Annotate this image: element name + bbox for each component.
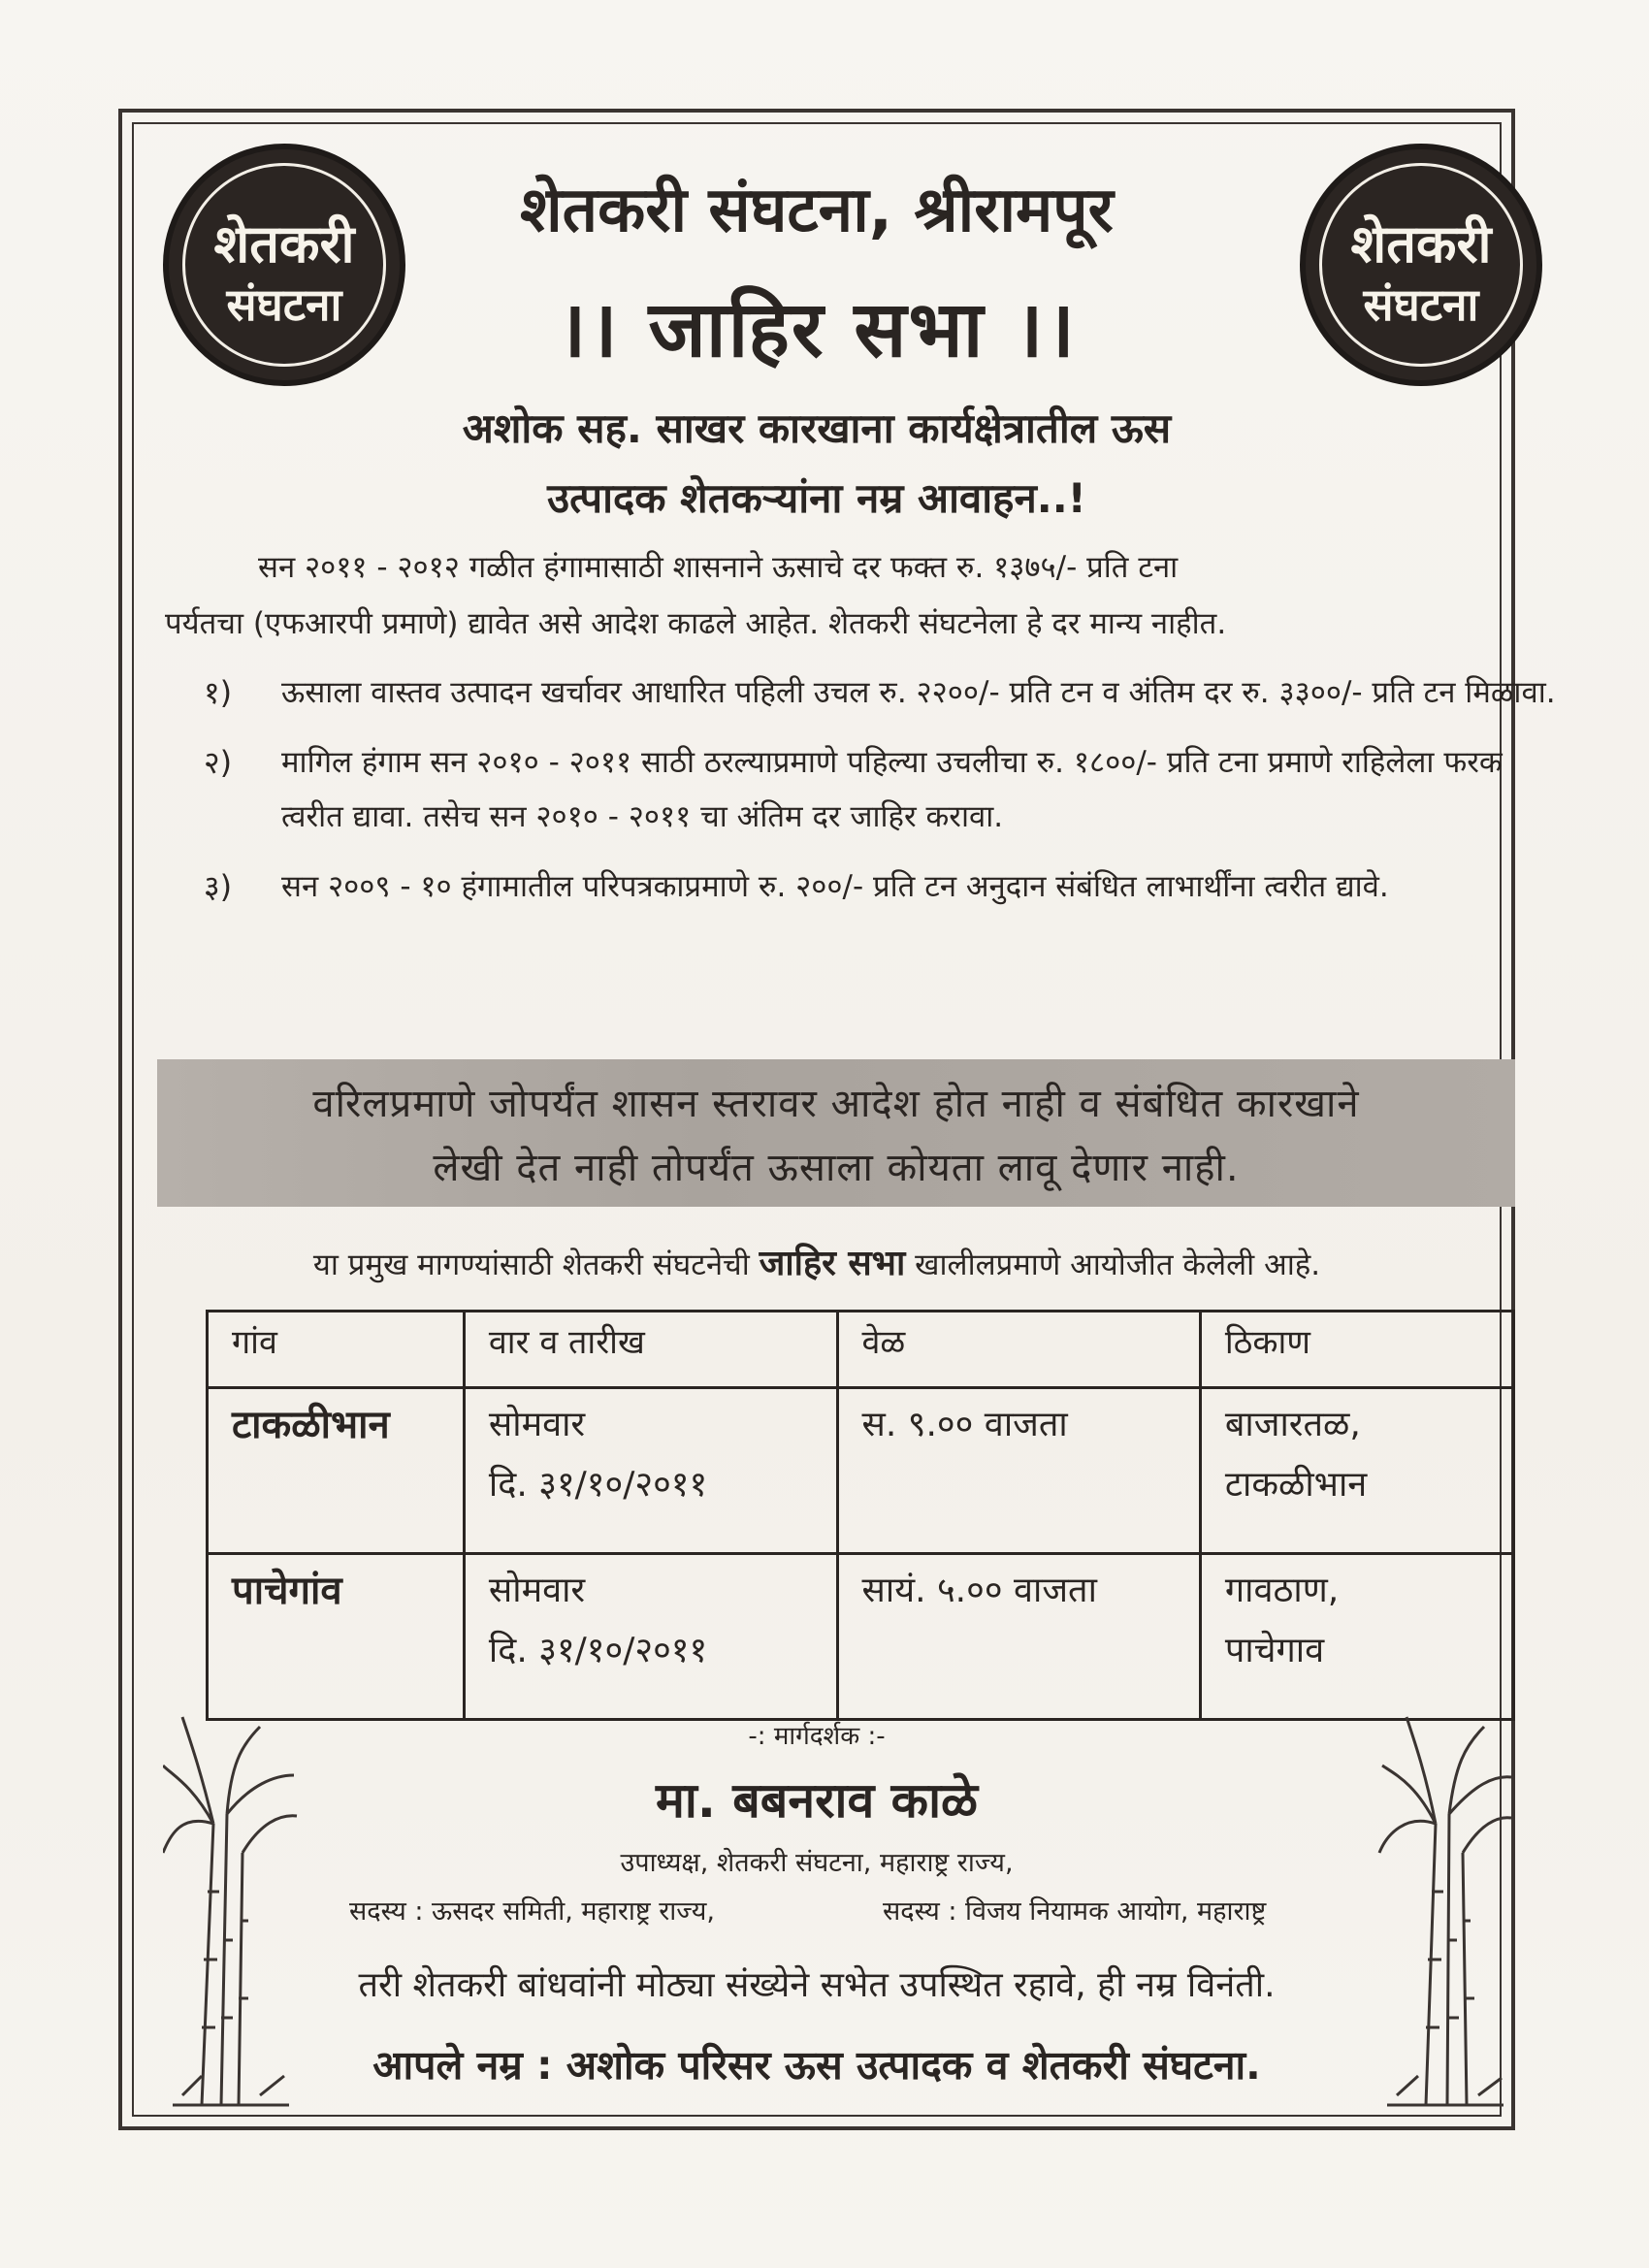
meeting-heading: ।। जाहिर सभा ।। xyxy=(557,284,1077,374)
guide-membership-2: सदस्य : विजय नियामक आयोग, महाराष्ट्र xyxy=(883,1896,1267,1927)
cell-place xyxy=(1200,1554,1513,1720)
banner-line-2: लेखी देत नाही तोपर्यंत ऊसाला कोयता लावू देणार नाही. xyxy=(433,1146,1240,1190)
demands-list xyxy=(194,665,1562,929)
seal-top-text: शेतकरी xyxy=(1350,213,1492,275)
cell-time: स. ९.०० वाजता xyxy=(837,1388,1200,1554)
guide-label: -: मार्गदर्शक :- xyxy=(748,1722,886,1751)
cell-day-date xyxy=(464,1554,837,1720)
appeal-line-2: उत्पादक शेतकऱ्यांना नम्र आवाहन..! xyxy=(547,474,1086,522)
guide-name: मा. बबनराव काळे xyxy=(655,1772,979,1829)
header-time: वेळ xyxy=(837,1312,1200,1388)
cell-village: टाकळीभान xyxy=(208,1388,465,1554)
cell-date: दि. ३१/१०/२०११ xyxy=(488,1465,708,1505)
schedule-table xyxy=(206,1310,1515,1721)
appeal-line-1: अशोक सह. साखर कारखाना कार्यक्षेत्रातील ऊस xyxy=(462,405,1172,452)
header-village: गांव xyxy=(208,1312,465,1388)
intro-line-1: सन २०११ - २०१२ गळीत हंगामासाठी शासनाने ऊसाचे दर फक्त रु. १३७५/- प्रति टना xyxy=(258,550,1179,585)
demand-item xyxy=(194,859,1562,914)
cell-place-line-1: गावठाण, xyxy=(1224,1571,1340,1610)
meeting-announcement xyxy=(132,1238,1502,1285)
guide-membership-1: सदस्य : ऊसदर समिती, महाराष्ट्र राज्य, xyxy=(349,1896,715,1927)
intro-line-2: पर्यतचा (एफआरपी प्रमाणे) द्यावेत असे आदेश काढले आहेत. शेतकरी संघटनेला हे दर मान्य नाहीत. xyxy=(165,606,1227,641)
header-day-date: वार व तारीख xyxy=(464,1312,837,1388)
meeting-pre-text: या प्रमुख मागण्यांसाठी शेतकरी संघटनेची xyxy=(312,1247,760,1282)
cell-date: दि. ३१/१०/२०११ xyxy=(488,1631,708,1670)
meeting-post-text: खालीलप्रमाणे आयोजीत केलेली आहे. xyxy=(905,1247,1321,1282)
meeting-highlight: जाहिर सभा xyxy=(759,1244,906,1283)
cell-day: सोमवार xyxy=(488,1571,586,1610)
seal-bottom-text: संघटना xyxy=(226,278,342,331)
table-header-row xyxy=(208,1312,1514,1388)
signature-line: आपले नम्र : अशोक परिसर ऊस उत्पादक व शेतकरी संघटना. xyxy=(372,2042,1261,2089)
cell-place-line-1: बाजारतळ, xyxy=(1224,1405,1361,1444)
seal-bottom-text: संघटना xyxy=(1363,278,1479,331)
cell-time: सायं. ५.०० वाजता xyxy=(837,1554,1200,1720)
organization-title: शेतकरी संघटना, श्रीरामपूर xyxy=(520,175,1114,246)
cell-place-line-2: पाचेगाव xyxy=(1224,1631,1325,1670)
banner-line-1: वरिलप्रमाणे जोपर्यंत शासन स्तरावर आदेश होत नाही व संबंधित कारखाने xyxy=(312,1082,1360,1126)
demand-number: ३) xyxy=(204,868,233,905)
demand-text: सन २००९ - १० हंगामातील परिपत्रकाप्रमाणे रु. २००/- प्रति टन अनुदान संबंधित लाभार्थींना त्वरीत द्यावे. xyxy=(281,869,1389,904)
demand-number: २) xyxy=(204,744,233,781)
intro-paragraph xyxy=(165,539,1562,652)
table-row xyxy=(208,1388,1514,1554)
cell-place-line-2: टाकळीभान xyxy=(1224,1465,1368,1505)
table-row xyxy=(208,1554,1514,1720)
seal-top-text: शेतकरी xyxy=(213,213,355,275)
demand-item xyxy=(194,735,1562,844)
warning-banner xyxy=(157,1059,1515,1207)
demand-item xyxy=(194,665,1562,720)
header-place: ठिकाण xyxy=(1200,1312,1513,1388)
attendance-request: तरी शेतकरी बांधवांनी मोठ्या संख्येने सभेत उपस्थित रहावे, ही नम्र विनंती. xyxy=(358,1965,1276,2005)
guide-role: उपाध्यक्ष, शेतकरी संघटना, महाराष्ट्र राज्य, xyxy=(620,1848,1014,1878)
demand-number: १) xyxy=(204,674,233,711)
cell-village: पाचेगांव xyxy=(208,1554,465,1720)
cell-day-date xyxy=(464,1388,837,1554)
cell-place xyxy=(1200,1388,1513,1554)
demand-text: मागिल हंगाम सन २०१० - २०११ साठी ठरल्याप्रमाणे पहिल्या उचलीचा रु. १८००/- प्रति टना प्रमाणे राहिलेला फरक त्वरीत द्यावा. तसेच सन २०१० - २०११ चा अंतिम दर जाहिर करावा. xyxy=(281,745,1503,834)
cell-day: सोमवार xyxy=(488,1405,586,1444)
demand-text: ऊसाला वास्तव उत्पादन खर्चावर आधारित पहिली उचल रु. २२००/- प्रति टन व अंतिम दर रु. ३३००/- प्रति टन मिळावा. xyxy=(281,675,1556,710)
